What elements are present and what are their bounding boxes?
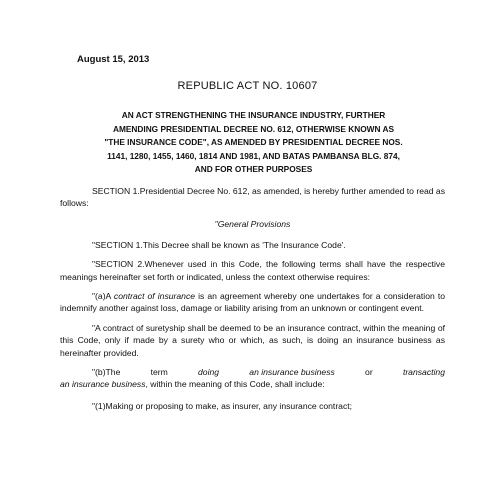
act-title [86,109,421,177]
para-b-doing: doing [198,367,220,378]
act-title-line: AN ACT STRENGTHENING THE INSURANCE INDUSTRY, FURTHER [121,110,386,120]
making-insurance-contract-paragraph: "(1)Making or proposing to make, as insurer, any insurance contract; [92,400,353,411]
contract-of-insurance-paragraph [60,290,445,314]
act-title-line: AND FOR OTHER PURPOSES [194,164,313,175]
document-date: August 15, 2013 [77,54,150,65]
para-b-prefix: "(b)The [92,367,121,378]
general-provisions-text: "General Provisions [214,219,291,230]
para-b-text: , within the meaning of this Code, shall include: [145,379,325,390]
document-body [60,185,445,419]
para-b-or: or [365,367,373,378]
contract-of-insurance-term: contract of insurance [113,291,196,302]
general-provisions-heading [60,218,445,230]
para-a-text: is an agreement whereby one undertakes for a consideration to indemnify another against loss, damage or liability arising from an unknown or contingent event. [60,291,445,314]
act-title-line: 1141, 1280, 1455, 1460, 1814 AND 1981, AND BATAS PAMBANSA BLG. 874, [107,150,400,161]
act-number: REPUBLIC ACT NO. 10607 [177,80,318,92]
para-b-transacting: transacting [402,367,445,378]
para-b-insurance-business-2: an insurance business [60,379,146,390]
act-title-line: "THE INSURANCE CODE", AS AMENDED BY PRESIDENTIAL DECREE NOS. [104,137,403,148]
section-1-paragraph: SECTION 1.Presidential Decree No. 612, as amended, is hereby further amended to read as follows: [60,186,446,209]
para-b-line [60,366,445,378]
para-b-insurance-business: an insurance business [249,367,335,378]
para-b-term-word: term [150,367,168,378]
act-title-line: AMENDING PRESIDENTIAL DECREE NO. 612, OTHERWISE KNOWN AS [112,123,395,134]
para-a-prefix: "(a)A [92,291,114,302]
code-section-2-paragraph: "SECTION 2.Whenever used in this Code, the following terms shall have the respective meanings hereinafter set forth or indicated, unless the context otherwise requires: [60,259,445,282]
para-b-line [60,378,445,390]
doing-insurance-business-paragraph [60,366,445,390]
code-section-1-paragraph: "SECTION 1.This Decree shall be known as 'The Insurance Code'. [92,239,346,250]
suretyship-paragraph: "A contract of suretyship shall be deemed to be an insurance contract, within the meaning of this Code, only if made by a surety who or which, as such, is doing an insurance business as hereinafter provided. [60,323,445,358]
